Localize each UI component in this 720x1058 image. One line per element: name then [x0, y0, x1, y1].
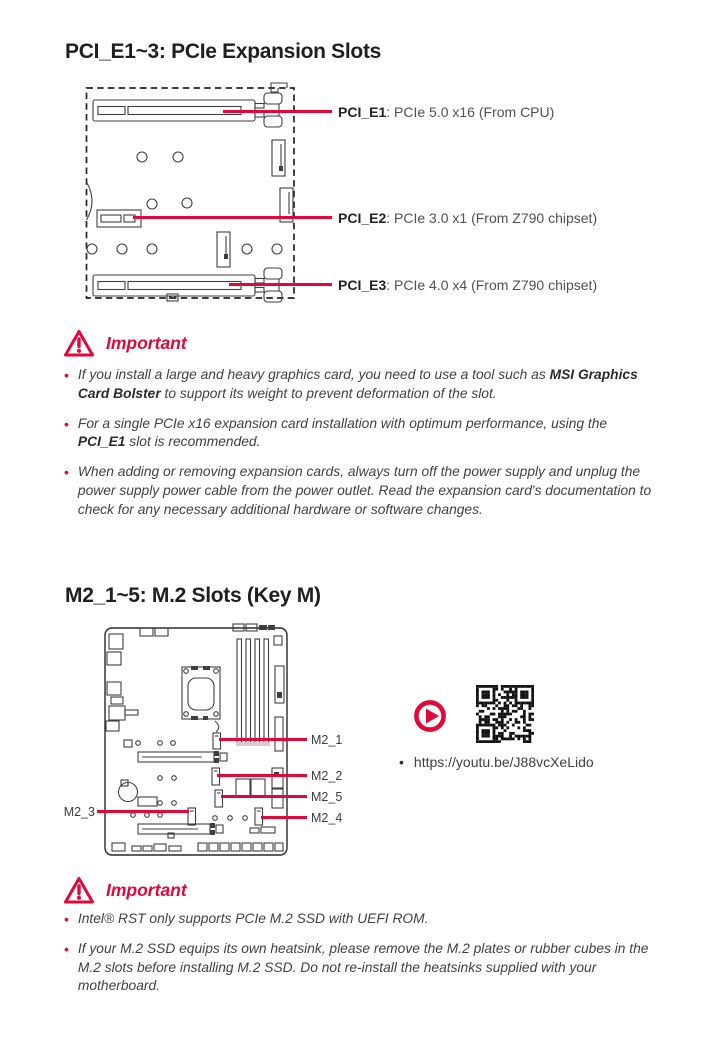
bullet-item: • For a single PCIe x16 expansion card installation with optimum performance, using the PCI_E1 slot is recommended. [64, 415, 656, 452]
callout-pcie1-desc: : PCIe 5.0 x16 (From CPU) [386, 104, 555, 120]
play-icon [413, 699, 447, 733]
important-label: Important [106, 880, 187, 900]
bullet-item: • Intel® RST only supports PCIe M.2 SSD with UEFI ROM. [64, 910, 664, 929]
callout-line [219, 738, 307, 741]
callout-pcie1 [338, 104, 554, 120]
callout-line [229, 283, 332, 286]
callout-m2-2: M2_2 [311, 769, 343, 783]
section-pcie-title: PCI_E1~3: PCIe Expansion Slots [65, 40, 382, 63]
callout-line [261, 816, 307, 819]
pcie-important-list [64, 366, 656, 531]
bullet-item: • If you install a large and heavy graphics card, you need to use a tool such as MSI Graphics Card Bolster to support its weight to prevent deformation of the slot. [64, 366, 656, 403]
important-label: Important [106, 333, 187, 353]
warning-icon [63, 328, 95, 359]
callout-pcie2-name: PCI_E2 [338, 210, 387, 226]
callout-pcie3-desc: : PCIe 4.0 x4 (From Z790 chipset) [386, 277, 598, 293]
callout-line [217, 774, 307, 777]
callout-line [223, 110, 332, 113]
callout-pcie2 [338, 210, 597, 226]
callout-pcie2-desc: : PCIe 3.0 x1 (From Z790 chipset) [386, 210, 598, 226]
callout-m2-5: M2_5 [311, 790, 343, 804]
section-m2-title: M2_1~5: M.2 Slots (Key M) [65, 584, 321, 607]
pcie-slots-diagram [85, 82, 300, 306]
warning-icon [63, 875, 95, 906]
callout-line [133, 216, 332, 219]
callout-pcie3-name: PCI_E3 [338, 277, 387, 293]
qr-code [476, 685, 534, 743]
callout-m2-4: M2_4 [311, 811, 343, 825]
bullet-item: • If your M.2 SSD equips its own heatsink, please remove the M.2 plates or rubber cubes in the M.2 slots before installing M.2 SSD. Do not re-install the heatsinks supplied with your motherboard. [64, 940, 664, 996]
callout-pcie1-name: PCI_E1 [338, 104, 387, 120]
m2-important-list [64, 910, 664, 1007]
callout-pcie3 [338, 277, 597, 293]
motherboard-diagram [102, 622, 294, 862]
bullet-item: • When adding or removing expansion cards, always turn off the power supply and unplug the power supply power cable from the power outlet. Read the expansion card's documentation to check for any necessary additional hardware or software changes. [64, 463, 656, 519]
callout-m2-1: M2_1 [311, 733, 343, 747]
video-url-link[interactable]: • https://youtu.be/J88vcXeLido [413, 754, 594, 770]
important-header [63, 875, 187, 906]
callout-line [221, 795, 307, 798]
callout-m2-3: M2_3 [63, 805, 95, 819]
callout-line [97, 810, 189, 813]
video-url-row [399, 754, 594, 771]
important-header [63, 328, 187, 359]
